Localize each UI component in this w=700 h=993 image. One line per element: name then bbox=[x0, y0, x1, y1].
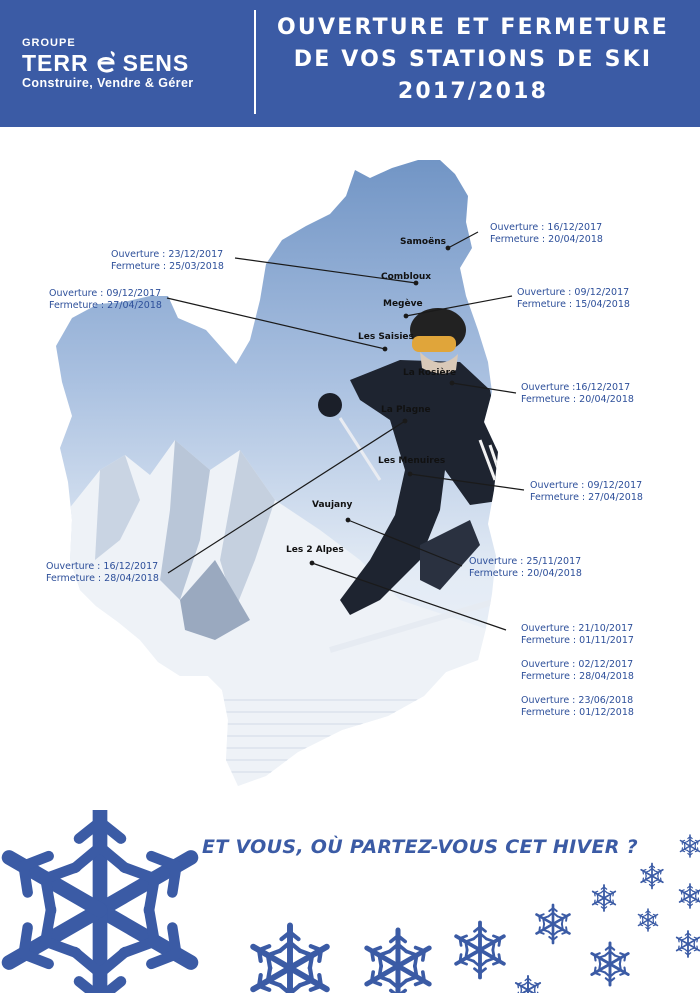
opening-date: Ouverture : 21/10/2017 bbox=[521, 623, 634, 634]
closing-date: Fermeture : 20/04/2018 bbox=[490, 234, 603, 245]
dates-samoens bbox=[490, 222, 603, 246]
dates-les-2-alpes-period-1 bbox=[521, 623, 634, 647]
page-title bbox=[268, 12, 678, 108]
dates-la-rosiere bbox=[521, 382, 634, 406]
opening-date: Ouverture : 02/12/2017 bbox=[521, 659, 634, 670]
snowflake-icon bbox=[678, 884, 700, 908]
closing-date: Fermeture : 27/04/2018 bbox=[49, 300, 162, 311]
station-combloux: Combloux bbox=[381, 272, 432, 282]
dates-vaujany bbox=[469, 556, 582, 580]
snowflake-icon bbox=[514, 976, 542, 993]
station-samoens: Samoëns bbox=[400, 237, 446, 247]
opening-date: Ouverture : 09/12/2017 bbox=[49, 288, 162, 299]
station-les-menuires: Les Menuires bbox=[378, 456, 446, 466]
logo-name-right: SENS bbox=[122, 49, 190, 76]
opening-date: Ouverture : 23/12/2017 bbox=[111, 249, 224, 260]
opening-date: Ouverture : 16/12/2017 bbox=[490, 222, 603, 233]
station-la-plagne: La Plagne bbox=[381, 405, 431, 415]
logo-tagline: Construire, Vendre & Gérer bbox=[22, 76, 194, 90]
closing-date: Fermeture : 20/04/2018 bbox=[521, 394, 634, 405]
closing-date: Fermeture : 01/12/2018 bbox=[521, 707, 634, 718]
dates-combloux bbox=[111, 249, 224, 273]
snowflake-icon bbox=[591, 885, 617, 911]
closing-date: Fermeture : 15/04/2018 bbox=[517, 299, 630, 310]
closing-date: Fermeture : 28/04/2018 bbox=[46, 573, 159, 584]
snowflake-icon bbox=[453, 923, 507, 978]
title-line-2: DE VOS STATIONS DE SKI bbox=[293, 47, 653, 72]
logo-leaf-icon bbox=[91, 48, 121, 78]
closing-date: Fermeture : 01/11/2017 bbox=[521, 635, 634, 646]
opening-date: Ouverture : 16/12/2017 bbox=[46, 561, 159, 572]
header-divider bbox=[254, 10, 256, 114]
snowflake-icon bbox=[589, 943, 630, 985]
dates-les-menuires bbox=[530, 480, 643, 504]
station-vaujany: Vaujany bbox=[312, 500, 353, 510]
opening-date: Ouverture :16/12/2017 bbox=[521, 382, 631, 393]
snowflake-icon bbox=[637, 909, 659, 931]
snowflake-icon bbox=[248, 926, 332, 993]
dates-les-saisies bbox=[49, 288, 162, 312]
logo-groupe: GROUPE bbox=[22, 37, 76, 49]
dates-les-2-alpes-period-2 bbox=[521, 659, 634, 683]
snowflake-icon bbox=[640, 864, 665, 889]
snowflake-icon bbox=[675, 931, 700, 957]
dates-megeve bbox=[517, 287, 630, 311]
title-line-1: OUVERTURE ET FERMETURE bbox=[277, 15, 669, 40]
station-les-saisies: Les Saisies bbox=[358, 332, 414, 342]
dates-la-plagne bbox=[46, 561, 159, 585]
station-les-2-alpes: Les 2 Alpes bbox=[286, 545, 344, 555]
dates-les-2-alpes-period-3 bbox=[521, 695, 634, 719]
closing-date: Fermeture : 20/04/2018 bbox=[469, 568, 582, 579]
closing-date: Fermeture : 27/04/2018 bbox=[530, 492, 643, 503]
opening-date: Ouverture : 09/12/2017 bbox=[517, 287, 630, 298]
title-line-3: 2017/2018 bbox=[397, 79, 549, 104]
station-la-rosiere: La Rosière bbox=[403, 368, 457, 378]
snowflake-icon bbox=[363, 930, 434, 993]
opening-date: Ouverture : 25/11/2017 bbox=[469, 556, 582, 567]
header-banner bbox=[0, 0, 700, 127]
logo[interactable] bbox=[22, 28, 232, 98]
logo-name bbox=[22, 48, 232, 78]
opening-date: Ouverture : 09/12/2017 bbox=[530, 480, 643, 491]
opening-date: Ouverture : 23/06/2018 bbox=[521, 695, 634, 706]
station-megeve: Megève bbox=[383, 299, 423, 309]
closing-date: Fermeture : 28/04/2018 bbox=[521, 671, 634, 682]
footer-question: ET VOUS, OÙ PARTEZ-VOUS CET HIVER ? bbox=[202, 836, 638, 858]
logo-name-left: TERR bbox=[22, 49, 89, 76]
closing-date: Fermeture : 25/03/2018 bbox=[111, 261, 224, 272]
snowflake-icon bbox=[534, 905, 571, 943]
